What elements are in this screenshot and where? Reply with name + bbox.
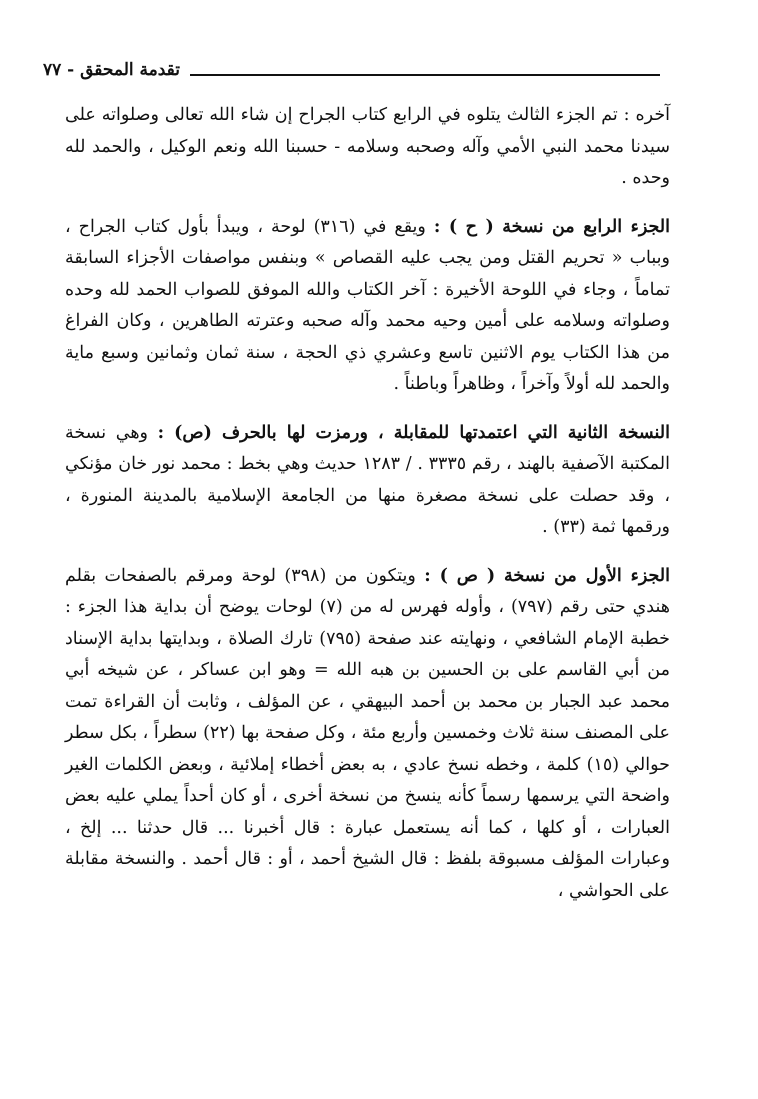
page-header xyxy=(40,58,660,86)
running-title: تقدمة المحقق - ٧٧ xyxy=(42,60,180,80)
paragraph-1 xyxy=(65,100,670,195)
paragraph-4 xyxy=(65,561,670,908)
paragraph-text: ويقع في (٣١٦) لوحة ، ويبدأ بأول كتاب الجراح ، وبباب « تحريم القتل ومن يجب عليه القصاص » وبنفس مواصفات الأجزاء السابقة تماماً ، وجاء في اللوحة الأخيرة : آخر الكتاب والله الموفق للصواب الحمد لله وحده وصلواته وسلامه على أمين وحيه محمد وآله صحبه وعترته الطاهرين ، وكان الفراغ من هذا الكتاب يوم الاثنين تاسع وعشري ذي الحجة ، سنة ثمان وثمانين وسبع ماية والحمد لله أولاً وآخراً ، وظاهراً وباطناً . xyxy=(65,216,670,394)
page-body xyxy=(65,100,670,924)
paragraph-text: ويتكون من (٣٩٨) لوحة ومرقم بالصفحات بقلم هندي حتى رقم (٧٩٧) ، وأوله فهرس له من (٧) لوحات يوضح أن بداية هذا الجزء : خطبة الإمام الشافعي ، ونهايته عند صفحة (٧٩٥) تارك الصلاة ، وبدايتها بداية الإسناد من أبي القاسم على بن الحسين بن هبه الله = وهو ابن عساكر ، عن شيخه أبي محمد عبد الجبار بن محمد بن أحمد البيهقي ، عن المؤلف ، وثابت أن القراءة تمت على المصنف سنة ثلاث وخمسين وأربع مئة ، وكل صفحة بها (٢٢) سطراً ، بكل سطر حوالي (١٥) كلمة ، وخطه نسخ عادي ، به بعض أخطاء إملائية ، وبعض الكلمات الغير واضحة التي يرسمها رسماً كأنه ينسخ من نسخة أخرى ، أو كان أحداً يملي عليه بعض العبارات ، أو كلها ، كما أنه يستعمل عبارة : قال أخبرنا ... قال حدثنا ... إلخ ، وعبارات المؤلف مسبوقة بلفظ : قال الشيخ أحمد ، أو : قال أحمد . والنسخة مقابلة على الحواشي ، xyxy=(65,565,671,901)
paragraph-text: وهي نسخة المكتبة الآصفية بالهند ، رقم ٣٣٣٥ . / ١٢٨٣ حديث وهي بخط : محمد نور خان مؤنكي ، وقد حصلت على نسخة مصغرة منها من الجامعة الإسلامية بالمدينة المنورة ، ورقمها ثمة (٣٣) . xyxy=(65,422,670,537)
header-rule xyxy=(190,74,660,76)
paragraph-3 xyxy=(65,418,670,544)
section-heading: النسخة الثانية التي اعتمدتها للمقابلة ، ورمزت لها بالحرف (ص) : xyxy=(157,422,670,443)
paragraph-2 xyxy=(65,212,670,401)
section-heading: الجزء الأول من نسخة ( ص ) : xyxy=(424,565,670,586)
section-heading: الجزء الرابع من نسخة ( ح ) : xyxy=(433,216,670,237)
paragraph-text: آخره : تم الجزء الثالث يتلوه في الرابع كتاب الجراح إن شاء الله تعالى وصلواته على سيدنا محمد النبي الأمي وآله وصحبه وسلامه - حسبنا الله ونعم الوكيل ، والحمد لله وحده . xyxy=(65,105,670,188)
